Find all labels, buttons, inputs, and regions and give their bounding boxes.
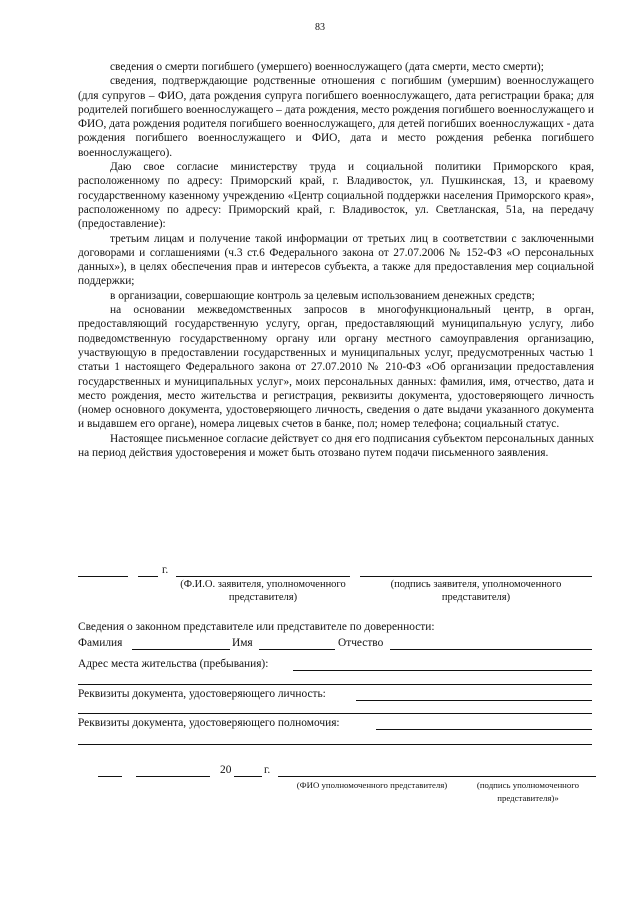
footer-signature-line[interactable] xyxy=(278,776,596,777)
id-doc-field[interactable] xyxy=(356,700,592,701)
footer-signature-caption: (подпись уполномоченного представителя)» xyxy=(476,780,580,803)
authority-doc-field-extra[interactable] xyxy=(78,744,592,745)
address-label: Адрес места жительства (пребывания): xyxy=(78,658,269,670)
year-suffix: г. xyxy=(162,564,169,576)
paragraph: Настоящее письменное согласие действует со дня его подписания субъектом персональных данных на период действия удостоверения и может быть отозвано путем подачи письменного заявления. xyxy=(78,432,594,460)
paragraph: в организации, совершающие контроль за целевым использованием денежных средств; xyxy=(110,289,535,302)
footer-year-prefix: 20 xyxy=(220,764,232,776)
applicant-signature-line[interactable] xyxy=(360,576,592,577)
paragraph: третьим лицам и получение такой информации от третьих лиц в соответствии с заключенными договорами и соглашениями (ч.3 ст.6 Федерального закона от 27.07.2006 № 152-ФЗ «О персональных данных»), в целях обеспечения прав и интересов субъекта, а также для предоставления мер социальной поддержки; xyxy=(78,232,594,288)
patronymic-field[interactable] xyxy=(390,649,592,650)
month-blank[interactable] xyxy=(138,576,158,577)
address-field-extra[interactable] xyxy=(78,684,592,685)
footer-day-blank[interactable] xyxy=(98,776,122,777)
authority-doc-field[interactable] xyxy=(376,729,592,730)
footer-year-blank[interactable] xyxy=(234,776,262,777)
address-field[interactable] xyxy=(293,670,592,671)
paragraph: Даю свое согласие министерству труда и социальной политики Приморского края, расположенному по адресу: Приморский край, г. Владивосток, ул. Пушкинская, 13, и краевому государственному казенному учреждению «Центр социальной поддержки населения Приморского края», расположенному по адресу: Приморский край, г. Владивосток, ул. Светланская, 51а, на передачу (предоставление): xyxy=(78,161,594,231)
surname-label: Фамилия xyxy=(78,637,123,649)
representative-heading: Сведения о законном представителе или представителе по доверенности: xyxy=(78,621,435,633)
name-field[interactable] xyxy=(259,649,335,650)
paragraph: сведения о смерти погибшего (умершего) военнослужащего (дата смерти, место смерти); xyxy=(110,61,544,73)
patronymic-label: Отчество xyxy=(338,637,384,649)
footer-name-caption: (ФИО уполномоченного представителя) xyxy=(296,780,448,790)
id-doc-field-extra[interactable] xyxy=(78,713,592,714)
applicant-signature-caption: (подпись заявителя, уполномоченного представителя) xyxy=(390,579,562,603)
signature-block xyxy=(78,566,594,606)
paragraph: сведения, подтверждающие родственные отношения с погибшим (умершим) военнослужащего (для супругов – ФИО, дата рождения супруга погибшего военнослужащего, дата регистрации брака; для родителей погибшего военнослужащего – дата рождения, место рождения погибшего военнослужащего и ФИО, дата рождения родителя погибшего военнослужащего, для детей погибших военнослужащих - дата рождения погибшего военнослужащего и ФИО, дата и место рождения ребенка погибшего военнослужащего). xyxy=(78,75,594,159)
surname-field[interactable] xyxy=(132,649,230,650)
id-doc-label: Реквизиты документа, удостоверяющего личность: xyxy=(78,688,326,700)
paragraph: на основании межведомственных запросов в многофункциональный центр, в орган, предоставляющий государственную услугу, орган, предоставляющий муниципальную услугу, либо подведомственную государственному органу или органу местного самоуправления организацию, участвующую в предоставлении государственных и муниципальных услуг, предусмотренных частью 1 статьи 1 настоящего Федерального закона от 27.07.2010 № 210-ФЗ «Об организации предоставления государственных и муниципальных услуг», моих персональных данных: фамилия, имя, отчество, дата и место рождения, место жительства и регистрация, реквизиты документа, удостоверяющего личность (номер основного документа, удостоверяющего личность, сведения о дате выдачи указанного документа и выдавшем его органе), номера лицевых счетов в банке, пол; номер телефона; социальный статус. xyxy=(78,304,594,431)
day-blank[interactable] xyxy=(78,576,128,577)
applicant-name-line[interactable] xyxy=(176,576,350,577)
consent-text xyxy=(78,60,594,460)
footer-year-suffix: г. xyxy=(264,764,271,776)
applicant-name-caption: (Ф.И.О. заявителя, уполномоченного представителя) xyxy=(180,579,346,603)
authority-doc-label: Реквизиты документа, удостоверяющего полномочия: xyxy=(78,717,340,729)
name-label: Имя xyxy=(232,637,253,649)
footer-month-blank[interactable] xyxy=(136,776,210,777)
page-number: 83 xyxy=(315,22,325,33)
